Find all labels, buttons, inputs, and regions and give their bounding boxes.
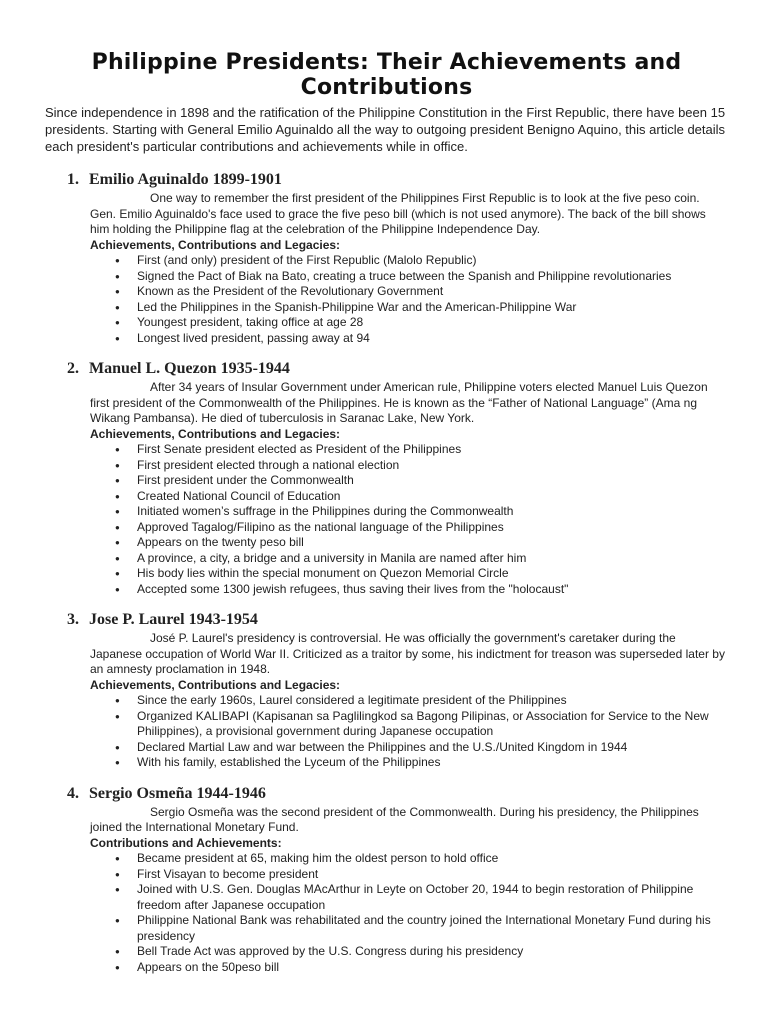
list-item: ● His body lies within the special monument on Quezon Memorial Circle bbox=[137, 566, 728, 582]
president-description: One way to remember the first president of the Philippines First Republic is to look at the five peso coin. Gen. Emilio Aguinaldo's face used to grace the five peso bill (which is not used anymore). The back of the bill shows him holding the Philippine flag at the celebration of the Philippine Independence Day. bbox=[90, 191, 706, 236]
list-item: ● Declared Martial Law and war between the Philippines and the U.S./United Kingdom in 1944 bbox=[137, 740, 728, 756]
president-description: José P. Laurel's presidency is controversial. He was officially the government's caretaker during the Japanese occupation of World War II. Criticized as a traitor by some, his indictment for treason was superseded later by an amnesty proclamation in 1948. bbox=[90, 631, 725, 676]
president-section-1 bbox=[45, 171, 728, 346]
president-name: Sergio Osmeña 1944-1946 bbox=[89, 784, 266, 802]
president-number: 2. bbox=[67, 360, 79, 377]
president-name: Emilio Aguinaldo 1899-1901 bbox=[89, 171, 282, 188]
president-name: Manuel L. Quezon 1935-1944 bbox=[89, 360, 290, 377]
president-description: Sergio Osmeña was the second president of the Commonwealth. During his presidency, the Philippines joined the International Monetary Fund. bbox=[90, 804, 699, 834]
list-item: ● With his family, established the Lyceum of the Philippines bbox=[137, 755, 728, 771]
list-item: ● Organized KALIBAPI (Kapisanan sa Paglilingkod sa Bagong Pilipinas, or Association for Service to the New Philippines), a provisional government during Japanese occupation bbox=[137, 709, 728, 740]
list-item: ● Appears on the 50peso bill bbox=[137, 960, 728, 976]
list-item: ● First Senate president elected as President of the Philippines bbox=[137, 442, 728, 458]
president-section-4 bbox=[45, 785, 728, 976]
document-title: Philippine Presidents: Their Achievements and Contributions bbox=[91, 50, 682, 100]
list-item: ● First (and only) president of the First Republic (Malolo Republic) bbox=[137, 253, 728, 269]
president-section-3 bbox=[45, 611, 728, 771]
president-number: 3. bbox=[67, 611, 79, 628]
president-description: After 34 years of Insular Government under American rule, Philippine voters elected Manuel Luis Quezon first president of the Commonwealth of the Philippines. He is known as the “Father of National Language” (Ama ng Wikang Pambansa). He died of tuberculosis in Saranac Lake, New York. bbox=[90, 380, 708, 425]
achievements-list bbox=[45, 442, 728, 597]
list-item: ● Approved Tagalog/Filipino as the national language of the Philippines bbox=[137, 520, 728, 536]
list-item: ● Bell Trade Act was approved by the U.S. Congress during his presidency bbox=[137, 944, 728, 960]
list-item: ● First president elected through a national election bbox=[137, 458, 728, 474]
list-item: ● Initiated women’s suffrage in the Philippines during the Commonwealth bbox=[137, 504, 728, 520]
achievements-subheading: Achievements, Contributions and Legacies: bbox=[90, 677, 341, 692]
achievements-list bbox=[45, 253, 728, 346]
list-item: ● Created National Council of Education bbox=[137, 489, 728, 505]
president-heading bbox=[67, 611, 728, 629]
list-item: ● First president under the Commonwealth bbox=[137, 473, 728, 489]
list-item: ● Joined with U.S. Gen. Douglas MAcArthur in Leyte on October 20, 1944 to begin restoration of Philippine freedom after Japanese occupation bbox=[137, 882, 728, 913]
list-item: ● Youngest president, taking office at age 28 bbox=[137, 315, 728, 331]
list-item: ● A province, a city, a bridge and a university in Manila are named after him bbox=[137, 551, 728, 567]
list-item: ● First Visayan to become president bbox=[137, 867, 728, 883]
achievements-list bbox=[45, 693, 728, 771]
president-heading bbox=[67, 360, 728, 378]
achievements-subheading: Contributions and Achievements: bbox=[90, 835, 282, 850]
list-item: ● Accepted some 1300 jewish refugees, thus saving their lives from the "holocaust" bbox=[137, 582, 728, 598]
list-item: ● Appears on the twenty peso bill bbox=[137, 535, 728, 551]
list-item: ● Became president at 65, making him the oldest person to hold office bbox=[137, 851, 728, 867]
list-item: ● Since the early 1960s, Laurel considered a legitimate president of the Philippines bbox=[137, 693, 728, 709]
list-item: ● Led the Philippines in the Spanish-Philippine War and the American-Philippine War bbox=[137, 300, 728, 316]
president-number: 1. bbox=[67, 171, 79, 188]
intro-paragraph: Since independence in 1898 and the ratification of the Philippine Constitution in the First Republic, there have been 15 presidents. Starting with General Emilio Aguinaldo all the way to outgoing president Benigno Aquino, this article details each president's particular contributions and achievements while in office. bbox=[45, 105, 726, 154]
president-heading bbox=[67, 785, 728, 803]
achievements-list bbox=[45, 851, 728, 975]
list-item: ● Philippine National Bank was rehabilitated and the country joined the International Monetary Fund during his presidency bbox=[137, 913, 728, 944]
president-section-2 bbox=[45, 360, 728, 597]
president-name: Jose P. Laurel 1943-1954 bbox=[89, 611, 258, 628]
list-item: ● Signed the Pact of Biak na Bato, creating a truce between the Spanish and Philippine revolutionaries bbox=[137, 269, 728, 285]
achievements-subheading: Achievements, Contributions and Legacies: bbox=[90, 426, 341, 441]
list-item: ● Longest lived president, passing away at 94 bbox=[137, 331, 728, 347]
president-heading bbox=[67, 171, 728, 189]
president-number: 4. bbox=[67, 784, 79, 802]
list-item: ● Known as the President of the Revolutionary Government bbox=[137, 284, 728, 300]
achievements-subheading: Achievements, Contributions and Legacies: bbox=[90, 237, 341, 252]
